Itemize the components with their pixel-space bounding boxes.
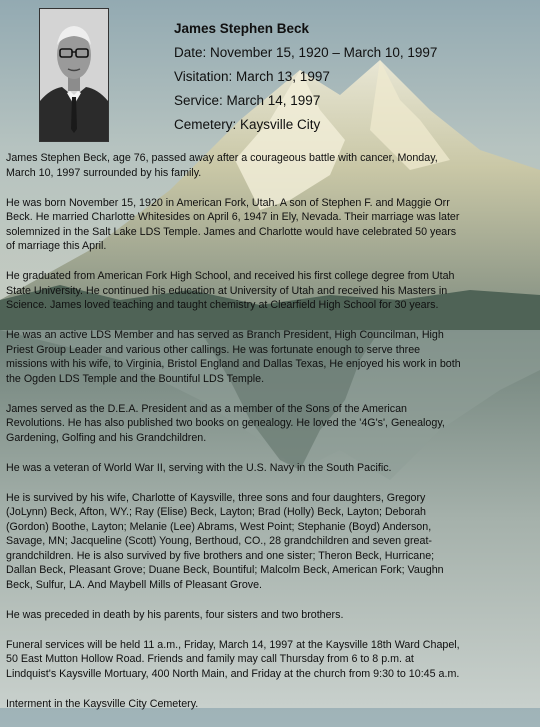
portrait-photo — [39, 8, 109, 142]
paragraph-line: He graduated from American Fork High School, and received his first college degree from Utah — [6, 270, 455, 282]
paragraph-line: Funeral services will be held 11 a.m., Friday, March 14, 1997 at the Kaysville 18th Ward Chapel, — [6, 638, 460, 651]
paragraph-line: Dallan Beck, Pleasant Grove; Duane Beck, Bountiful; Malcolm Beck, American Fork; Vaughn — [6, 564, 444, 576]
paragraph-line: (JoLynn) Beck, Afton, WY.; Ray (Elise) Beck, Layton; Brad (Holly) Beck, Layton; Deborah — [6, 506, 426, 518]
paragraph-line: Gardening, Golfing and his Grandchildren. — [6, 431, 207, 444]
paragraph-line: missions with his wife, to Virginia, Bristol England and Dallas Texas, He enjoyed his work in both — [6, 358, 461, 370]
paragraph-line: Lindquist's Kaysville Mortuary, 400 North Main, and Friday at the church from 9:30 to 10:45 a.m. — [6, 667, 460, 680]
paragraph-line: Revolutions. He has also published two books on genealogy. He loved the '4G's', Genealogy, — [6, 417, 445, 429]
visitation-date: Visitation: March 13, 1997 — [174, 69, 330, 84]
obituary-paragraph — [6, 491, 534, 593]
obituary-paragraph — [6, 402, 534, 446]
obituary-paragraph — [6, 608, 534, 623]
paragraph-line: He is survived by his wife, Charlotte of Kaysville, three sons and four daughters, Gregory — [6, 491, 426, 504]
life-dates: Date: November 15, 1920 – March 10, 1997 — [174, 45, 438, 60]
paragraph-line: solemnized in the Salt Lake LDS Temple. James and Charlotte would have celebrated 50 years — [6, 225, 457, 238]
paragraph-line: March 10, 1997 surrounded by his family. — [6, 166, 202, 179]
obituary-paragraph — [6, 328, 534, 386]
obituary-body — [6, 151, 534, 727]
service-date: Service: March 14, 1997 — [174, 93, 321, 108]
obituary-paragraph — [6, 638, 534, 682]
paragraph-line: State University. He continued his education at University of Utah and received his Masters in — [6, 284, 448, 297]
paragraph-line: Science. James loved teaching and taught chemistry at Clearfield High School for 30 years. — [6, 299, 439, 311]
paragraph-line: 50 East Mutton Hollow Road. Friends and family may call Thursday from 6 to 8 p.m. at — [6, 653, 414, 665]
paragraph-line: of marriage this April. — [6, 240, 107, 252]
obituary-header — [174, 17, 437, 137]
paragraph-line: Savage, MN; Jacqueline (Scott) Young, Berthoud, CO., 28 grandchildren and seven great- — [6, 535, 432, 547]
deceased-name: James Stephen Beck — [174, 21, 310, 36]
paragraph-line: He was born November 15, 1920 in American Fork, Utah. A son of Stephen F. and Maggie Orr — [6, 196, 450, 209]
paragraph-line: Priest Group Leader and various other callings. He was fortunate enough to serve three — [6, 343, 421, 356]
paragraph-line: the Ogden LDS Temple and the Bountiful LDS Temple. — [6, 372, 265, 385]
obituary-paragraph — [6, 461, 534, 476]
paragraph-line: grandchildren. He is also survived by five brothers and one sister; Theron Beck, Hurricane; — [6, 549, 435, 562]
paragraph-line: James Stephen Beck, age 76, passed away after a courageous battle with cancer, Monday, — [6, 152, 438, 164]
obituary-paragraph — [6, 269, 534, 313]
obituary-paragraph — [6, 697, 534, 712]
portrait-image — [40, 9, 108, 141]
paragraph-line: (Gordon) Boothe, Layton; Melanie (Lee) Abrams, West Point; Stephanie (Boyd) Anderson, — [6, 520, 432, 533]
paragraph-line: He was an active LDS Member and has served as Branch President, High Councilman, High — [6, 329, 444, 341]
paragraph-line: Beck. He married Charlotte Whitesides on April 6, 1947 in Ely, Nevada. Their marriage was later — [6, 211, 460, 223]
paragraph-line: James served as the D.E.A. President and as a member of the Sons of the American — [6, 402, 407, 415]
obituary-paragraph — [6, 151, 534, 180]
paragraph-line: He was a veteran of World War II, serving with the U.S. Navy in the South Pacific. — [6, 461, 392, 474]
cemetery-name: Cemetery: Kaysville City — [174, 117, 321, 132]
paragraph-line: Beck, Sulfur, LA. And Maybell Mills of Pleasant Grove. — [6, 578, 263, 591]
paragraph-line: Interment in the Kaysville City Cemetery. — [6, 697, 199, 710]
obituary-paragraph — [6, 196, 534, 254]
paragraph-line: He was preceded in death by his parents, four sisters and two brothers. — [6, 608, 344, 621]
